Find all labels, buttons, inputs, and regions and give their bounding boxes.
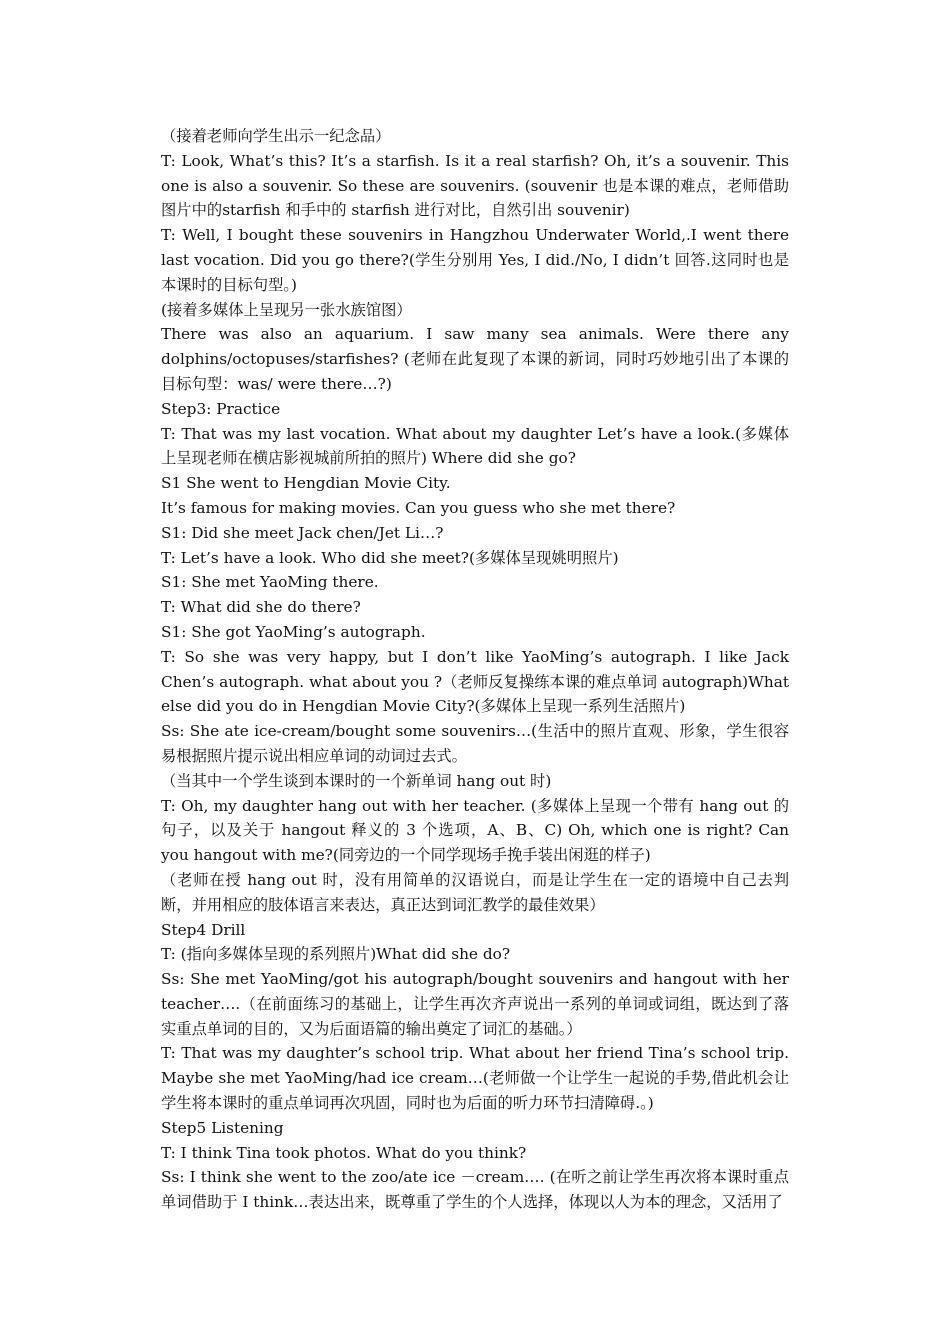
paragraph-13: T: What did she do there? [161, 598, 361, 617]
paragraph-2: T: Look, What’s this? It’s a starfish. Is it a real starfish? Oh, it’s a souvenir. This one is also a souvenir. So these are souvenirs. (souvenir 也是本课的难点，老师借助图片中的starfish 和手中的 starfish 进行对比，自然引出 souvenir) [161, 151, 789, 220]
paragraph-23: T: That was my daughter’s school trip. What about her friend Tina’s school trip. Maybe she met YaoMing/had ice cream…(老师做一个让学生一起说的手势,借此机会让学生将本课时的重点单词再次巩固，同时也为后面的听力环节扫清障碍.。) [161, 1044, 789, 1113]
paragraph-10: S1: Did she meet Jack chen/Jet Li…? [161, 523, 444, 542]
paragraph-7: T: That was my last vocation. What about my daughter Let’s have a look.(多媒体上呈现老师在横店影视城前所拍的照片) Where did she go? [161, 424, 789, 468]
paragraph-19: （老师在授 hang out 时，没有用简单的汉语说白，而是让学生在一定的语境中自己去判断，并用相应的肢体语言来表达，真正达到词汇教学的最佳效果） [161, 870, 789, 914]
paragraph-21: T: (指向多媒体呈现的系列照片)What did she do? [161, 945, 511, 964]
paragraph-16: Ss: She ate ice-cream/bought some souvenirs…(生活中的照片直观、形象，学生很容易根据照片提示说出相应单词的动词过去式。 [161, 722, 789, 765]
paragraph-11: T: Let’s have a look. Who did she meet?(多媒体呈现姚明照片) [161, 548, 619, 567]
document-page [161, 124, 789, 1215]
paragraph-5: There was also an aquarium. I saw many sea animals. Were there any dolphins/octopuses/starfishes? (老师在此复现了本课的新词，同时巧妙地引出了本课的目标句型：was/ were there…?) [161, 325, 789, 393]
paragraph-25: T: I think Tina took photos. What do you think? [161, 1143, 527, 1162]
paragraph-9: It’s famous for making movies. Can you guess who she met there? [161, 498, 676, 517]
paragraph-1: （接着老师向学生出示一纪念品） [161, 127, 391, 145]
paragraph-8: S1 She went to Hengdian Movie City. [161, 474, 451, 493]
paragraph-22: Ss: She met YaoMing/got his autograph/bought souvenirs and hangout with her teacher….（在前面练习的基础上，让学生再次齐声说出一系列的单词或词组，既达到了落实重点单词的目的，又为后面语篇的输出奠定了词汇的基础。） [161, 970, 789, 1038]
step5-heading: Step5 Listening [161, 1118, 284, 1137]
paragraph-18: T: Oh, my daughter hang out with her teacher. (多媒体上呈现一个带有 hang out 的句子，以及关于 hangout 释义的 3 个选项，A、B、C) Oh, which one is right? Can you hangout with me?(同旁边的一个同学现场手挽手装出闲逛的样子) [161, 796, 789, 865]
step3-heading: Step3: Practice [161, 399, 281, 418]
paragraph-4: (接着多媒体上呈现另一张水族馆图） [161, 300, 412, 319]
paragraph-14: S1: She got YaoMing’s autograph. [161, 622, 426, 641]
paragraph-17: （当其中一个学生谈到本课时的一个新单词 hang out 时) [161, 771, 552, 790]
paragraph-15: T: So she was very happy, but I don’t like YaoMing’s autograph. I like Jack Chen’s autograph. what about you ?（老师反复操练本课的难点单词 autograph)What else did you do in Hengdian Movie City?(多媒体上呈现一系列生活照片) [161, 647, 789, 716]
paragraph-12: S1: She met YaoMing there. [161, 573, 379, 592]
paragraph-26: Ss: I think she went to the zoo/ate ice －cream…. (在听之前让学生再次将本课时重点单词借助于 I think…表达出来，既尊重了学生的个人选择，体现以人为本的理念，又活用了 [161, 1168, 789, 1212]
step4-heading: Step4 Drill [161, 920, 246, 939]
paragraph-3: T: Well, I bought these souvenirs in Hangzhou Underwater World,.I went there last vocation. Did you go there?(学生分别用 Yes, I did./No, I didn’t 回答.这同时也是本课时的目标句型。) [161, 226, 789, 294]
